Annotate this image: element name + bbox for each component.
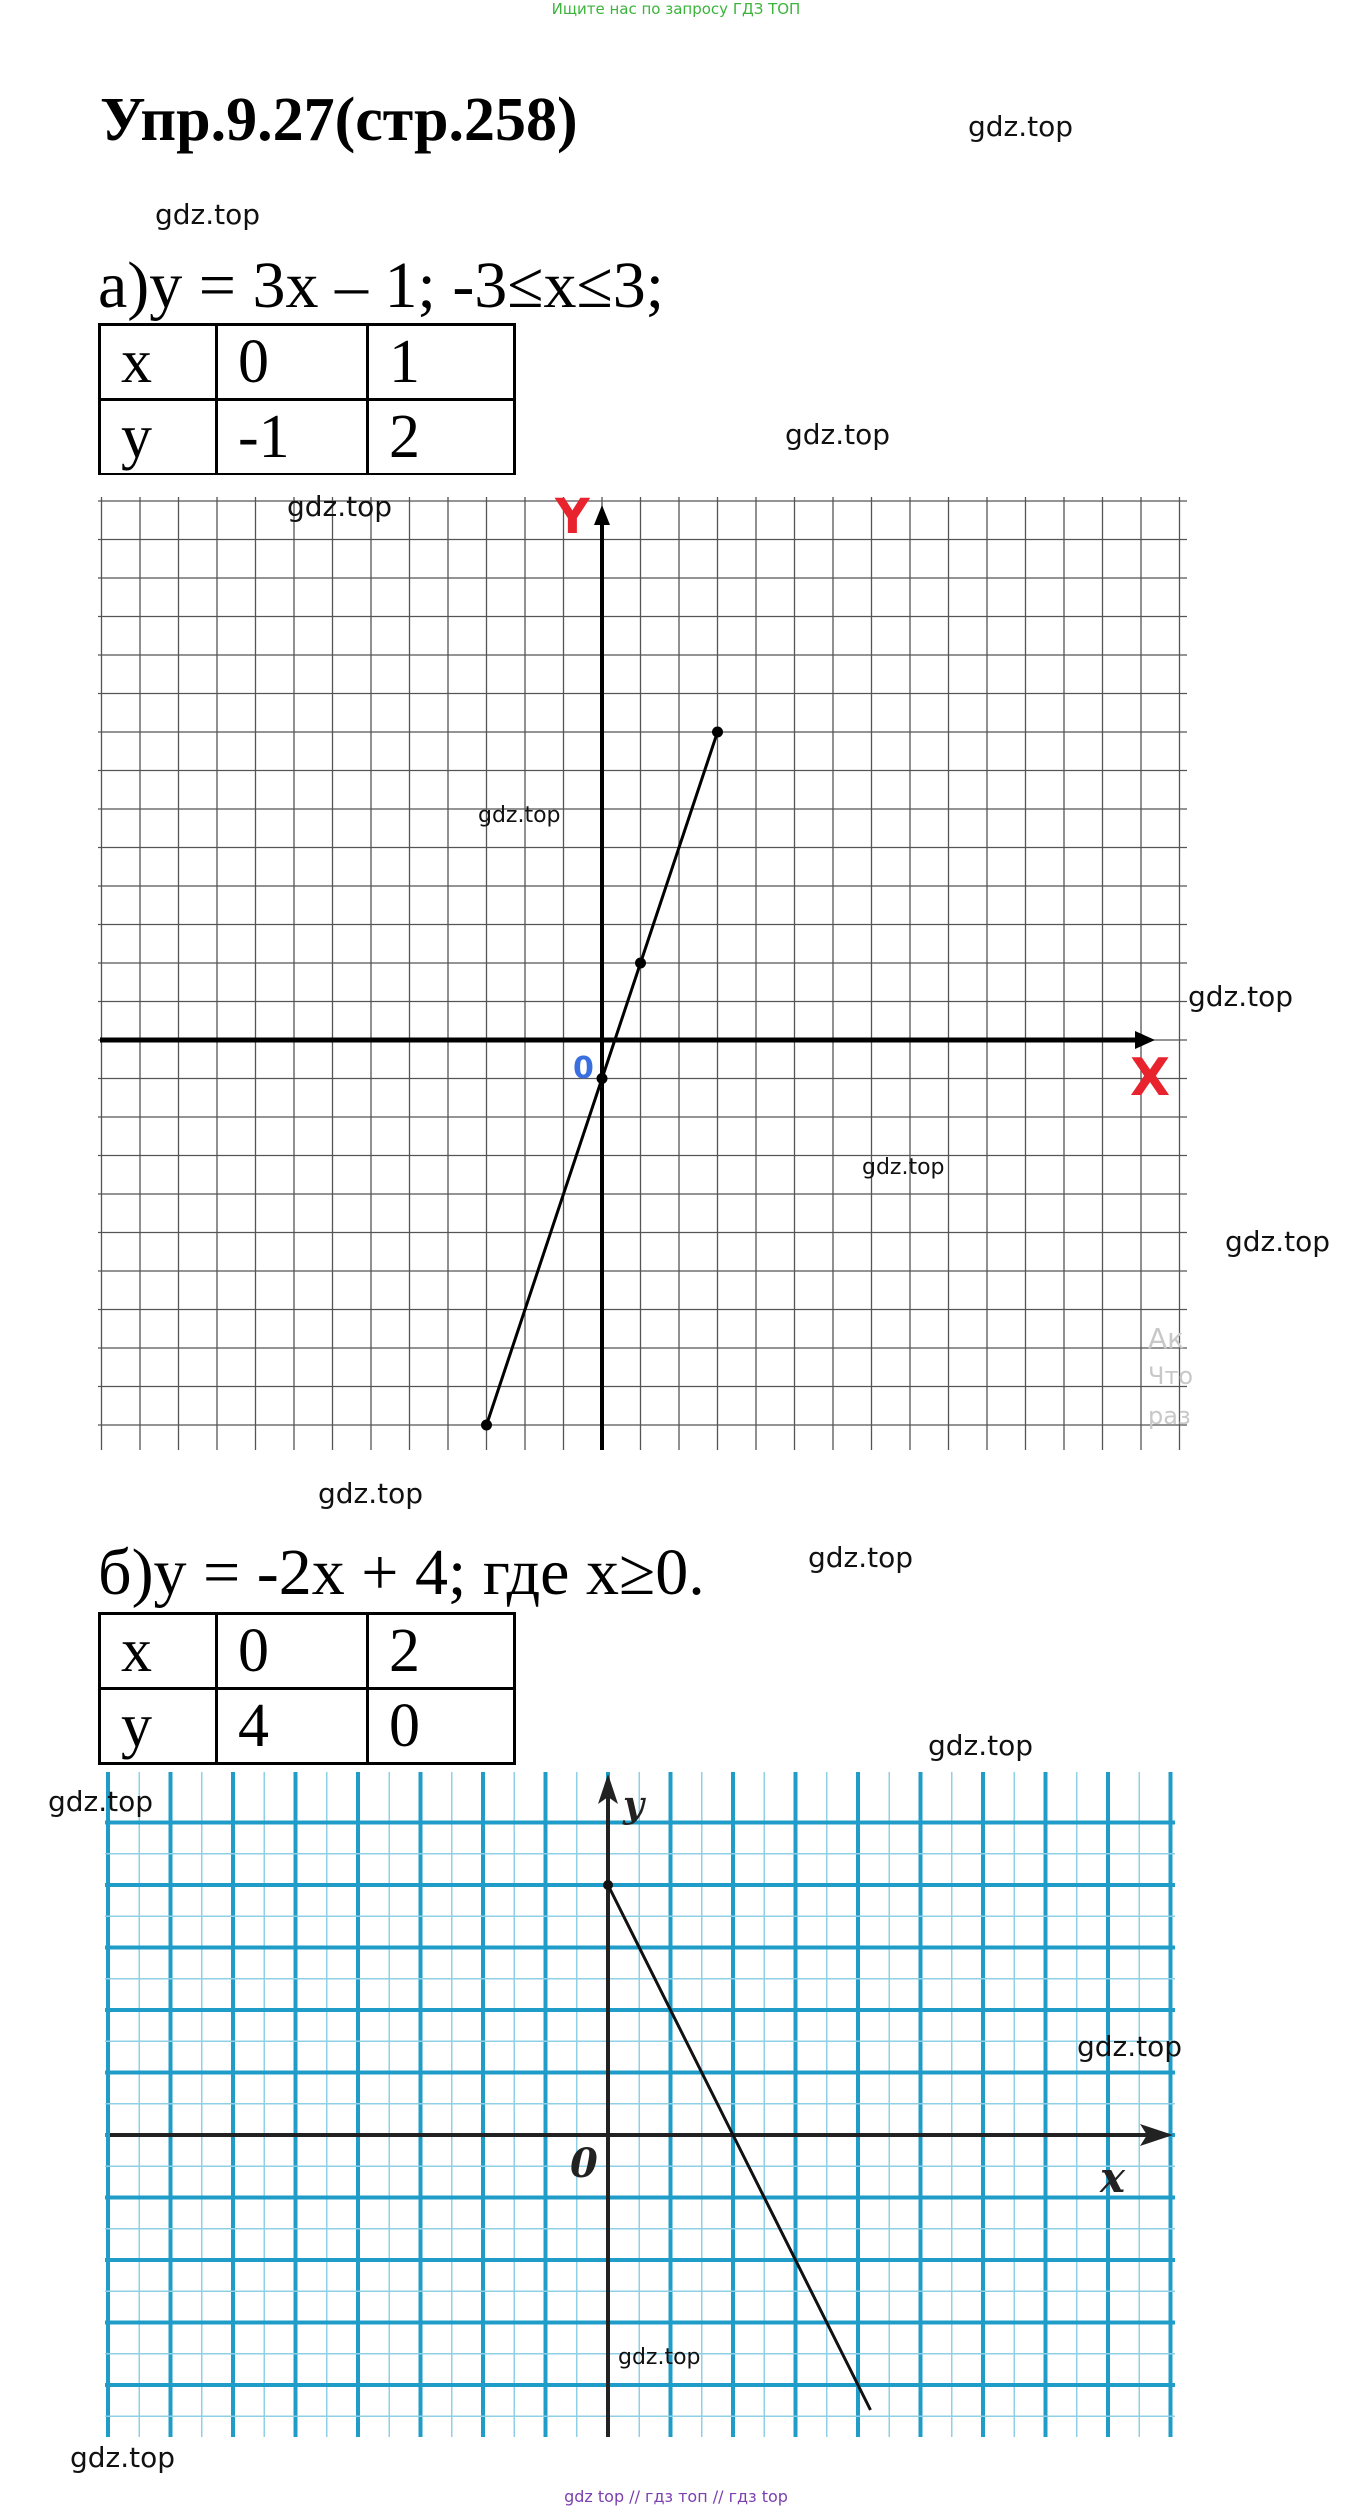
watermark: gdz.top	[785, 418, 891, 451]
table-cell: y	[100, 400, 217, 475]
data-point	[712, 727, 723, 738]
watermark: gdz.top	[928, 1729, 1034, 1762]
x-axis-label: X	[1130, 1048, 1171, 1108]
watermark: gdz.top	[48, 1785, 154, 1818]
watermark: gdz.top	[478, 803, 561, 828]
table-cell: -1	[217, 400, 368, 475]
watermark: gdz.top	[862, 1155, 945, 1180]
origin-label: 0	[570, 2140, 598, 2187]
table-cell: 0	[217, 325, 368, 400]
watermark: gdz.top	[968, 110, 1074, 143]
table-cell: 2	[368, 400, 515, 475]
equation-a: а)y = 3x – 1; -3≤x≤3;	[98, 249, 665, 322]
table-cell: 4	[217, 1689, 368, 1764]
watermark: gdz.top	[155, 198, 261, 231]
table-cell: 0	[368, 1689, 515, 1764]
watermark: gdz.top	[1225, 1225, 1331, 1258]
page-title: Упр.9.27(стр.258)	[100, 86, 578, 154]
table-cell: 1	[368, 325, 515, 400]
ghost-text: Что	[1148, 1362, 1194, 1390]
value-table-b	[98, 1612, 516, 1765]
watermark: gdz.top	[1077, 2030, 1183, 2063]
watermark: gdz.top	[287, 490, 393, 523]
x-axis-label: x	[1100, 2153, 1126, 2202]
table-cell: 0	[217, 1614, 368, 1689]
equation-b: б)y = -2x + 4; где x≥0.	[98, 1536, 705, 1609]
top-banner: Ищите нас по запросу ГДЗ ТОП	[551, 0, 801, 18]
watermark: gdz.top	[70, 2441, 176, 2474]
data-point	[603, 1880, 613, 1890]
graph-a	[95, 475, 1195, 1460]
table-cell: x	[100, 1614, 217, 1689]
graph-b	[105, 1772, 1175, 2437]
ghost-text: Ак	[1148, 1322, 1185, 1355]
table-cell: x	[100, 325, 217, 400]
watermark: gdz.top	[618, 2345, 701, 2370]
data-point	[481, 1420, 492, 1431]
table-row-x	[100, 1614, 515, 1689]
table-row-x	[100, 325, 515, 400]
table-row-y	[100, 1689, 515, 1764]
value-table-a	[98, 323, 516, 476]
y-axis-label: y	[623, 1784, 644, 1826]
footer: gdz top // гдз топ // гдз top	[564, 2487, 788, 2506]
data-point	[635, 958, 646, 969]
ghost-text: раз	[1148, 1402, 1191, 1430]
origin-label: 0	[573, 1051, 594, 1086]
watermark: gdz.top	[808, 1541, 914, 1574]
watermark: gdz.top	[1188, 980, 1294, 1013]
table-row-y	[100, 400, 515, 475]
watermark: gdz.top	[318, 1477, 424, 1510]
graph-background	[95, 475, 1195, 1460]
y-axis-label: Y	[555, 489, 590, 545]
data-point	[597, 1073, 608, 1084]
table-cell: y	[100, 1689, 217, 1764]
table-cell: 2	[368, 1614, 515, 1689]
